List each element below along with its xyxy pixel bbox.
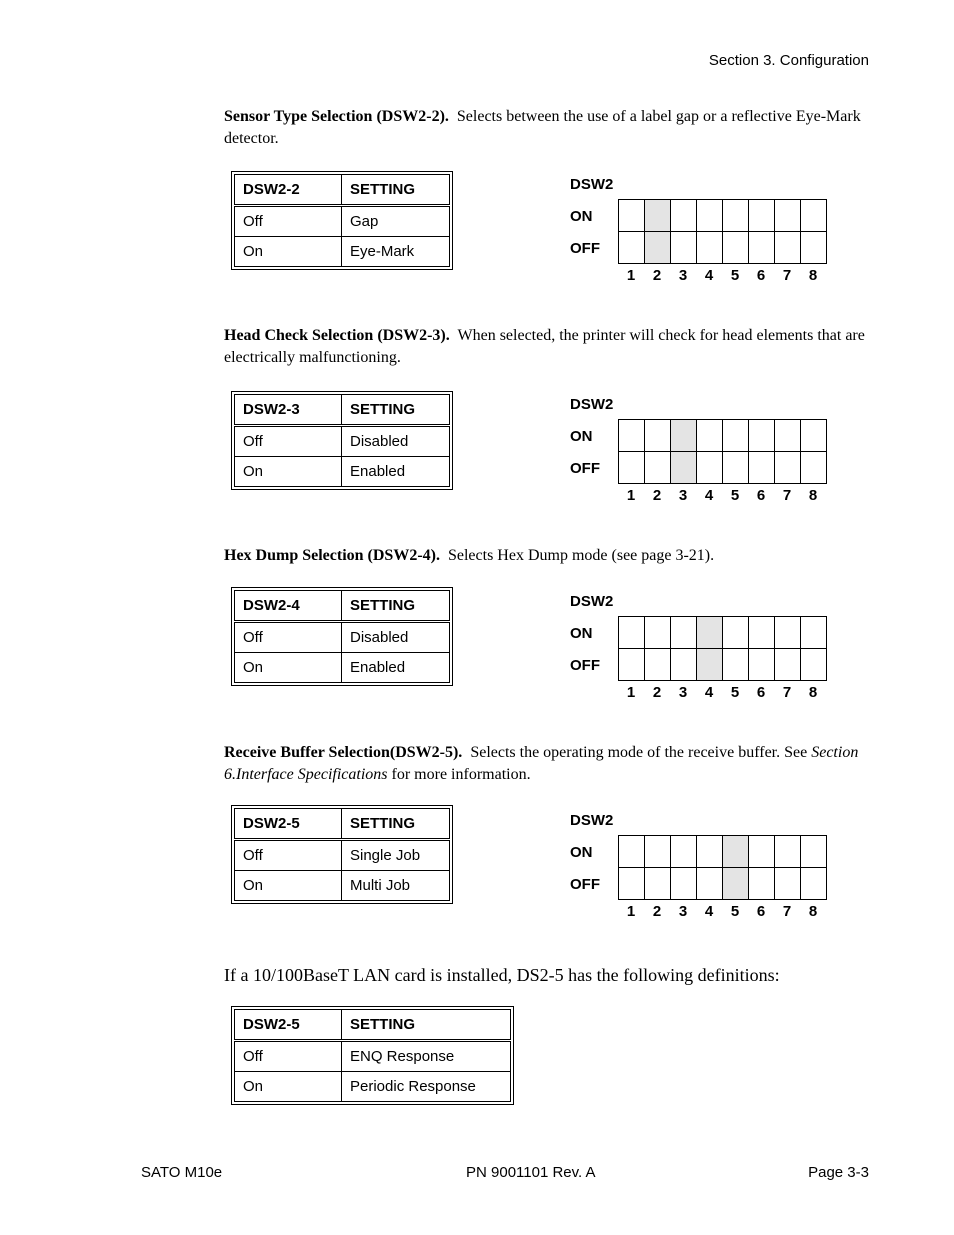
dip-switch-cell	[723, 617, 749, 649]
dip-number: 8	[808, 903, 818, 920]
receive-buffer-paragraph	[224, 742, 874, 786]
dip-switch-cell	[749, 200, 775, 232]
dip-switch-cell	[801, 452, 827, 484]
dip-switch-diagram	[568, 593, 830, 713]
dip-switch-cell	[645, 200, 671, 232]
dip-switch-cell	[723, 452, 749, 484]
table-cell: Off	[235, 622, 342, 653]
dip-switch-cell	[671, 617, 697, 649]
dip-switch-cell	[645, 868, 671, 900]
dip-switch-cell	[749, 452, 775, 484]
dip-switch-cell	[775, 617, 801, 649]
dip-switch-cell	[801, 868, 827, 900]
dip-grid	[618, 835, 827, 900]
dip-number: 5	[730, 684, 740, 701]
table-cell: Enabled	[342, 653, 450, 683]
sensor-type-text: Selects between the use of a label gap or a reflective Eye-Mark detector.	[224, 108, 861, 147]
dip-switch-cell	[671, 232, 697, 264]
head-check-paragraph	[224, 325, 874, 369]
sensor-type-paragraph	[224, 106, 874, 150]
dip-switch-diagram	[568, 176, 830, 296]
dip-on-label: ON	[570, 428, 593, 445]
dip-switch-cell	[723, 200, 749, 232]
dip-title: DSW2	[570, 812, 614, 829]
dip-number: 7	[782, 267, 792, 284]
dip-grid	[618, 616, 827, 681]
dip-number: 2	[652, 267, 662, 284]
dip-number: 2	[652, 684, 662, 701]
table-cell: Off	[235, 206, 342, 237]
dip-switch-cell	[697, 649, 723, 681]
head-check-title: Head Check Selection (DSW2-3).	[224, 327, 450, 344]
dip-number: 2	[652, 903, 662, 920]
dip-numbers	[618, 487, 826, 504]
footer-product: SATO M10e	[141, 1164, 223, 1181]
dip-switch-cell	[749, 649, 775, 681]
dip-number: 3	[678, 267, 688, 284]
dip-switch-cell	[619, 232, 645, 264]
table-cell: Enabled	[342, 457, 450, 487]
table-header-setting: SETTING	[342, 175, 450, 206]
dip-switch-cell	[697, 617, 723, 649]
dip-switch-cell	[801, 232, 827, 264]
head-check-table	[231, 391, 453, 490]
dip-switch-diagram	[568, 812, 830, 932]
lan-card-paragraph: If a 10/100BaseT LAN card is installed, DS2-5 has the following definitions:	[224, 965, 780, 985]
dip-switch-cell	[645, 420, 671, 452]
dip-switch-cell	[697, 836, 723, 868]
dip-switch-cell	[697, 200, 723, 232]
lan-card-table	[231, 1006, 514, 1105]
dip-switch-cell	[801, 649, 827, 681]
table-cell: Single Job	[342, 840, 450, 871]
dip-number: 1	[626, 684, 636, 701]
dip-number: 5	[730, 267, 740, 284]
dip-switch-cell	[645, 232, 671, 264]
dip-number: 5	[730, 903, 740, 920]
dip-switch-cell	[645, 649, 671, 681]
section-reference: Section 6.Interface Specifications	[224, 744, 859, 783]
dip-numbers	[618, 267, 826, 284]
footer-part-number: PN 9001101 Rev. A	[466, 1164, 596, 1181]
dip-off-label: OFF	[570, 240, 600, 257]
dip-switch-cell	[645, 836, 671, 868]
dip-number: 7	[782, 903, 792, 920]
dip-grid	[618, 419, 827, 484]
table-cell: On	[235, 871, 342, 901]
receive-buffer-title: Receive Buffer Selection(DSW2-5).	[224, 744, 463, 761]
dip-off-label: OFF	[570, 460, 600, 477]
table-header-setting: SETTING	[342, 809, 450, 840]
dip-switch-cell	[801, 200, 827, 232]
dip-switch-cell	[749, 836, 775, 868]
dip-off-label: OFF	[570, 876, 600, 893]
dip-switch-cell	[801, 617, 827, 649]
table-cell: Periodic Response	[342, 1072, 511, 1102]
dip-switch-cell	[723, 232, 749, 264]
dip-on-label: ON	[570, 625, 593, 642]
table-header-switch: DSW2-5	[235, 809, 342, 840]
dip-switch-cell	[671, 649, 697, 681]
dip-switch-cell	[671, 836, 697, 868]
table-header-switch: DSW2-2	[235, 175, 342, 206]
sensor-type-table	[231, 171, 453, 270]
dip-number: 8	[808, 487, 818, 504]
dip-switch-cell	[671, 200, 697, 232]
dip-number: 3	[678, 684, 688, 701]
dip-switch-cell	[775, 649, 801, 681]
dip-switch-cell	[723, 649, 749, 681]
dip-off-label: OFF	[570, 657, 600, 674]
sensor-type-title: Sensor Type Selection (DSW2-2).	[224, 108, 449, 125]
table-cell: Multi Job	[342, 871, 450, 901]
dip-number: 7	[782, 487, 792, 504]
table-cell: ENQ Response	[342, 1041, 511, 1072]
section-header: Section 3. Configuration	[708, 52, 869, 69]
dip-number: 3	[678, 487, 688, 504]
dip-number: 5	[730, 487, 740, 504]
dip-switch-cell	[749, 868, 775, 900]
table-cell: On	[235, 237, 342, 267]
dip-switch-cell	[671, 452, 697, 484]
dip-switch-cell	[619, 420, 645, 452]
hex-dump-title: Hex Dump Selection (DSW2-4).	[224, 547, 440, 564]
table-cell: Disabled	[342, 426, 450, 457]
table-cell: Off	[235, 426, 342, 457]
dip-number: 1	[626, 903, 636, 920]
dip-switch-cell	[723, 836, 749, 868]
dip-title: DSW2	[570, 593, 614, 610]
table-header-setting: SETTING	[342, 591, 450, 622]
dip-switch-cell	[697, 868, 723, 900]
dip-switch-cell	[723, 868, 749, 900]
dip-number: 4	[704, 903, 714, 920]
dip-switch-cell	[619, 649, 645, 681]
dip-switch-cell	[723, 420, 749, 452]
dip-number: 3	[678, 903, 688, 920]
dip-number: 7	[782, 684, 792, 701]
dip-switch-diagram	[568, 396, 830, 516]
dip-number: 6	[756, 684, 766, 701]
footer-page-number: Page 3-3	[808, 1164, 869, 1181]
dip-number: 6	[756, 487, 766, 504]
dip-switch-cell	[671, 868, 697, 900]
dip-switch-cell	[775, 420, 801, 452]
dip-title: DSW2	[570, 176, 614, 193]
dip-on-label: ON	[570, 208, 593, 225]
table-header-switch: DSW2-5	[235, 1010, 342, 1041]
dip-switch-cell	[645, 617, 671, 649]
table-header-switch: DSW2-3	[235, 395, 342, 426]
dip-switch-cell	[619, 200, 645, 232]
dip-switch-cell	[671, 420, 697, 452]
dip-number: 4	[704, 684, 714, 701]
dip-switch-cell	[619, 452, 645, 484]
dip-switch-cell	[697, 232, 723, 264]
dip-number: 2	[652, 487, 662, 504]
dip-switch-cell	[775, 200, 801, 232]
dip-switch-cell	[775, 868, 801, 900]
dip-switch-cell	[801, 420, 827, 452]
receive-buffer-table	[231, 805, 453, 904]
dip-switch-cell	[749, 232, 775, 264]
table-cell: Gap	[342, 206, 450, 237]
receive-buffer-text: Selects the operating mode of the receive buffer. See	[470, 744, 808, 761]
dip-number: 4	[704, 487, 714, 504]
dip-switch-cell	[697, 452, 723, 484]
table-cell: On	[235, 653, 342, 683]
dip-switch-cell	[645, 452, 671, 484]
dip-number: 8	[808, 267, 818, 284]
hex-dump-text: Selects Hex Dump mode (see page 3-21).	[447, 547, 715, 564]
table-cell: Off	[235, 840, 342, 871]
table-header-switch: DSW2-4	[235, 591, 342, 622]
table-header-setting: SETTING	[342, 1010, 511, 1041]
dip-number: 1	[626, 487, 636, 504]
receive-buffer-text-end: for more information.	[391, 766, 531, 783]
dip-numbers	[618, 684, 826, 701]
dip-switch-cell	[801, 836, 827, 868]
head-check-text: When selected, the printer will check for head elements that are electrically malfunctioning.	[224, 327, 865, 366]
dip-switch-cell	[619, 868, 645, 900]
dip-number: 6	[756, 267, 766, 284]
table-cell: Disabled	[342, 622, 450, 653]
hex-dump-table	[231, 587, 453, 686]
table-cell: Eye-Mark	[342, 237, 450, 267]
dip-grid	[618, 199, 827, 264]
table-cell: On	[235, 457, 342, 487]
hex-dump-paragraph	[224, 545, 874, 567]
dip-number: 6	[756, 903, 766, 920]
dip-switch-cell	[775, 232, 801, 264]
dip-switch-cell	[749, 420, 775, 452]
table-header-setting: SETTING	[342, 395, 450, 426]
dip-switch-cell	[697, 420, 723, 452]
dip-switch-cell	[619, 836, 645, 868]
dip-numbers	[618, 903, 826, 920]
table-cell: Off	[235, 1041, 342, 1072]
dip-number: 8	[808, 684, 818, 701]
dip-number: 4	[704, 267, 714, 284]
dip-number: 1	[626, 267, 636, 284]
dip-switch-cell	[775, 452, 801, 484]
dip-switch-cell	[775, 836, 801, 868]
dip-on-label: ON	[570, 844, 593, 861]
dip-switch-cell	[749, 617, 775, 649]
table-cell: On	[235, 1072, 342, 1102]
dip-title: DSW2	[570, 396, 614, 413]
dip-switch-cell	[619, 617, 645, 649]
